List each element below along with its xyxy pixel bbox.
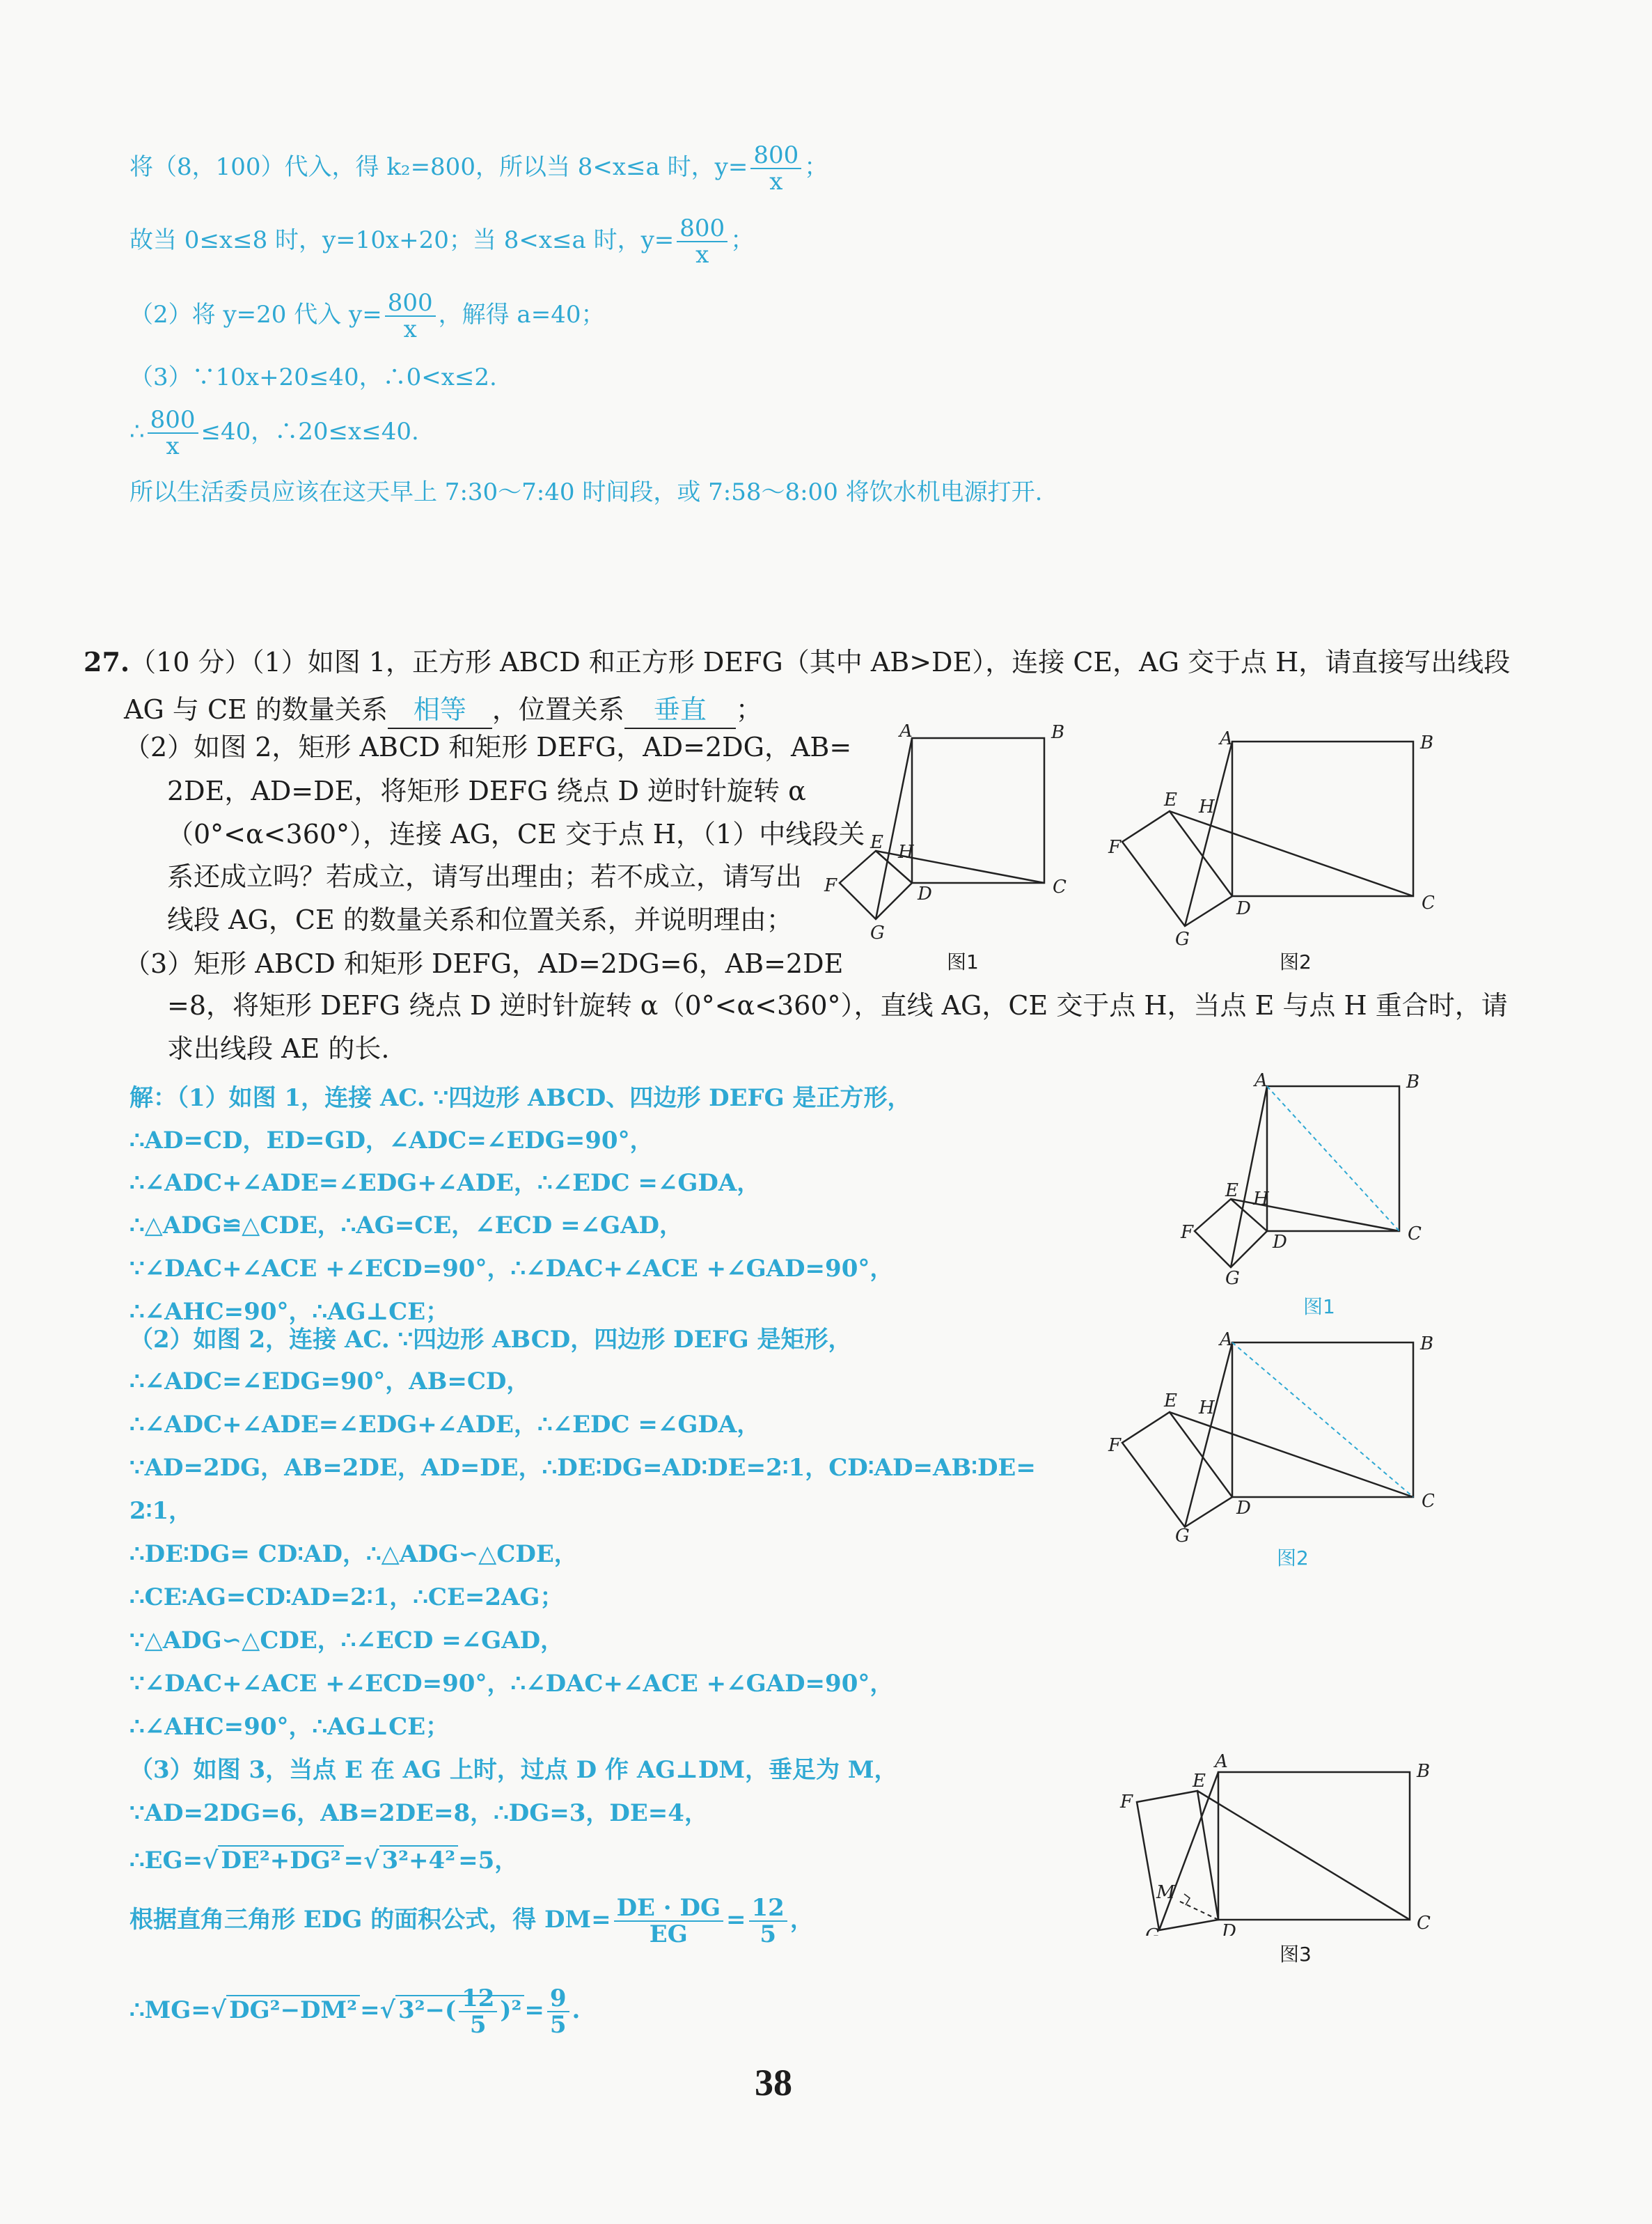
question-line-3: （2）如图 2，矩形 ABCD 和矩形 DEFG，AD=2DG，AB= bbox=[124, 732, 852, 762]
solution-line-4: ∴△ADG≌△CDE，∴AG=CE，∠ECD =∠GAD， bbox=[129, 1212, 683, 1239]
top-solution-line-4: （3）∵10x+20≤40，∴0<x≤2. bbox=[129, 363, 497, 391]
question-line-8: （3）矩形 ABCD 和矩形 DEFG，AD=2DG=6，AB=2DE bbox=[124, 948, 844, 979]
question-line-10: 求出线段 AE 的长. bbox=[167, 1033, 390, 1064]
label-F: F bbox=[1108, 837, 1122, 858]
label-H: H bbox=[1253, 1189, 1269, 1209]
page-number: 38 bbox=[755, 2062, 792, 2104]
solution-line-18: ∵AD=2DG=6，AB=2DE=8，∴DG=3，DE=4， bbox=[129, 1799, 708, 1827]
fraction: $\frac{800}{x}$ bbox=[385, 290, 436, 342]
sqrt-expression: DG²−DM² bbox=[226, 1995, 360, 2024]
label-E: E bbox=[1164, 790, 1177, 810]
label-C: C bbox=[1408, 1223, 1422, 1244]
question-figure-2 bbox=[1107, 728, 1434, 953]
figure-caption: 图2 bbox=[1280, 950, 1312, 973]
label-A: A bbox=[1254, 1072, 1268, 1091]
label-H: H bbox=[898, 842, 914, 863]
solution-figure-3 bbox=[1110, 1741, 1438, 1939]
label-B: B bbox=[1406, 1072, 1420, 1093]
solution-line-2: ∴AD=CD，ED=GD，∠ADC=∠EDG=90°， bbox=[129, 1127, 654, 1154]
solution-line-20: 根据直角三角形 EDG 的面积公式，得 DM= $\frac{DE \cdot DG}{EG}$ = $\frac{12}{5}$ ， bbox=[129, 1894, 814, 1948]
solution-line-16: ∴∠AHC=90°，∴AG⊥CE； bbox=[129, 1713, 450, 1741]
solution-line-14: ∵△ADG∽△CDE，∴∠ECD =∠GAD， bbox=[129, 1627, 565, 1654]
question-line-2: AG 与 CE 的数量关系 相等 ，位置关系 垂直 ； bbox=[124, 691, 762, 729]
label-B: B bbox=[1420, 733, 1434, 753]
solution-line-8: ∴∠ADC=∠EDG=90°，AB=CD， bbox=[129, 1368, 530, 1395]
question-line-6: 系还成立吗？若成立，请写出理由；若不成立，请写出 bbox=[167, 861, 803, 892]
question-number: 27. bbox=[84, 646, 130, 678]
label-A: A bbox=[1220, 728, 1233, 749]
fraction: $\frac{800}{x}$ bbox=[750, 143, 801, 194]
label-G: G bbox=[1225, 1268, 1240, 1288]
label-F: F bbox=[1181, 1222, 1194, 1243]
label-A: A bbox=[1220, 1329, 1233, 1350]
solution-line-12: ∴DE∶DG= CD∶AD，∴△ADG∽△CDE， bbox=[129, 1540, 578, 1568]
solution-line-7: （2）如图 2，连接 AC. ∵四边形 ABCD，四边形 DEFG 是矩形， bbox=[129, 1326, 852, 1354]
question-line-4: 2DE，AD=DE，将矩形 DEFG 绕点 D 逆时针旋转 α bbox=[167, 776, 806, 806]
solution-figure-2 bbox=[1107, 1329, 1434, 1547]
sqrt-expression: DE²+DG² bbox=[218, 1845, 343, 1874]
sqrt-expression: 3²−( $\frac{12}{5}$ )² bbox=[395, 1995, 524, 2024]
sqrt-expression: 3²+4² bbox=[379, 1845, 459, 1874]
fraction: $\frac{800}{x}$ bbox=[677, 216, 727, 267]
fraction: $\frac{DE \cdot DG}{EG}$ bbox=[614, 1895, 723, 1947]
question-figure-1 bbox=[821, 724, 1100, 950]
top-solution-line-5: ∴ $\frac{800}{x}$ ≤40，∴20≤x≤40. bbox=[129, 406, 419, 460]
label-C: C bbox=[1422, 893, 1434, 914]
solution-line-10: ∵AD=2DG，AB=2DE，AD=DE，∴DE∶DG=AD∶DE=2∶1，CD∶AD=AB∶DE= bbox=[129, 1454, 1036, 1482]
solution-figure-1 bbox=[1177, 1072, 1455, 1291]
label-B: B bbox=[1417, 1761, 1431, 1782]
label-F: F bbox=[1108, 1435, 1122, 1456]
question-line-7: 线段 AG，CE 的数量关系和位置关系，并说明理由； bbox=[167, 905, 793, 935]
label-D: D bbox=[1236, 898, 1251, 919]
top-solution-line-2: 故当 0≤x≤8 时，y=10x+20；当 8<x≤a 时，y= $\frac{800}{x}$ ； bbox=[129, 214, 755, 269]
solution-line-6: ∴∠AHC=90°，∴AG⊥CE； bbox=[129, 1298, 450, 1326]
fraction: $\frac{9}{5}$ bbox=[547, 1986, 569, 2037]
label-E: E bbox=[1164, 1391, 1177, 1411]
label-G: G bbox=[1175, 1526, 1190, 1544]
fraction: $\frac{800}{x}$ bbox=[148, 407, 198, 459]
label-D: D bbox=[918, 884, 932, 905]
label-A: A bbox=[899, 724, 913, 742]
solution-line-13: ∴CE∶AG=CD∶AD=2∶1，∴CE=2AG； bbox=[129, 1583, 564, 1611]
label-E: E bbox=[1193, 1771, 1206, 1792]
question-line-1: 27.（10 分）（1）如图 1，正方形 ABCD 和正方形 DEFG（其中 AB>DE），连接 CE，AG 交于点 H，请直接写出线段 bbox=[84, 646, 1511, 678]
solution-line-3: ∴∠ADC+∠ADE=∠EDG+∠ADE，∴∠EDC =∠GDA， bbox=[129, 1169, 761, 1197]
figure-caption: 图1 bbox=[1303, 1295, 1335, 1318]
solution-line-1: 解：（1）如图 1，连接 AC. ∵四边形 ABCD、四边形 DEFG 是正方形， bbox=[129, 1084, 911, 1112]
label-D: D bbox=[1273, 1232, 1287, 1253]
fraction: $\frac{12}{5}$ bbox=[749, 1895, 787, 1947]
solution-line-21: ∴MG=√ DG²−DM² =√ 3²−( $\frac{12}{5}$ )² = $\frac{9}{5}$ . bbox=[129, 1984, 581, 2039]
label-C: C bbox=[1417, 1913, 1431, 1934]
solution-line-15: ∵∠DAC+∠ACE +∠ECD=90°，∴∠DAC+∠ACE +∠GAD=90°， bbox=[129, 1670, 894, 1698]
label-H: H bbox=[1199, 1397, 1215, 1418]
label-D: D bbox=[1236, 1498, 1251, 1519]
label-F: F bbox=[824, 875, 837, 896]
label-E: E bbox=[1225, 1180, 1238, 1201]
label-A: A bbox=[1215, 1751, 1228, 1772]
label-E: E bbox=[870, 832, 883, 853]
top-solution-line-6: 所以生活委员应该在这天早上 7:30～7:40 时间段，或 7:58～8:00 将饮水机电源打开. bbox=[129, 478, 1043, 506]
solution-line-19: ∴EG=√ DE²+DG² =√ 3²+4² =5， bbox=[129, 1847, 519, 1874]
label-C: C bbox=[1422, 1491, 1434, 1512]
top-solution-line-3: （2）将 y=20 代入 y= $\frac{800}{x}$ ，解得 a=40； bbox=[129, 289, 605, 343]
label-G: G bbox=[1145, 1925, 1160, 1936]
solution-line-5: ∵∠DAC+∠ACE +∠ECD=90°，∴∠DAC+∠ACE +∠GAD=90°， bbox=[129, 1255, 894, 1283]
figure-caption: 图1 bbox=[947, 950, 979, 973]
label-F: F bbox=[1120, 1792, 1133, 1812]
answer-blank-position: 垂直 bbox=[624, 691, 736, 729]
top-solution-line-1: 将（8，100）代入，得 k₂=800，所以当 8<x≤a 时，y= $\frac{800}{x}$ ； bbox=[129, 141, 828, 196]
solution-line-9: ∴∠ADC+∠ADE=∠EDG+∠ADE，∴∠EDC =∠GDA， bbox=[129, 1411, 761, 1439]
label-G: G bbox=[870, 923, 885, 943]
label-H: H bbox=[1199, 797, 1215, 817]
label-C: C bbox=[1053, 877, 1067, 898]
label-G: G bbox=[1175, 929, 1190, 950]
question-line-9: =8，将矩形 DEFG 绕点 D 逆时针旋转 α（0°<α<360°），直线 AG，CE 交于点 H，当点 E 与点 H 重合时，请 bbox=[167, 990, 1508, 1021]
solution-line-11: 2∶1， bbox=[129, 1497, 193, 1525]
label-B: B bbox=[1051, 724, 1065, 743]
answer-blank-quantity: 相等 bbox=[388, 691, 492, 729]
solution-line-17: （3）如图 3，当点 E 在 AG 上时，过点 D 作 AG⊥DM，垂足为 M， bbox=[129, 1756, 898, 1784]
figure-caption: 图3 bbox=[1280, 1943, 1312, 1966]
label-D: D bbox=[1222, 1921, 1236, 1936]
fraction: $\frac{12}{5}$ bbox=[459, 1986, 497, 2037]
figure-caption: 图2 bbox=[1277, 1546, 1309, 1569]
label-M: M bbox=[1156, 1882, 1175, 1903]
label-B: B bbox=[1420, 1333, 1434, 1354]
question-line-5: （0°<α<360°），连接 AG，CE 交于点 H，（1）中线段关 bbox=[167, 819, 865, 849]
